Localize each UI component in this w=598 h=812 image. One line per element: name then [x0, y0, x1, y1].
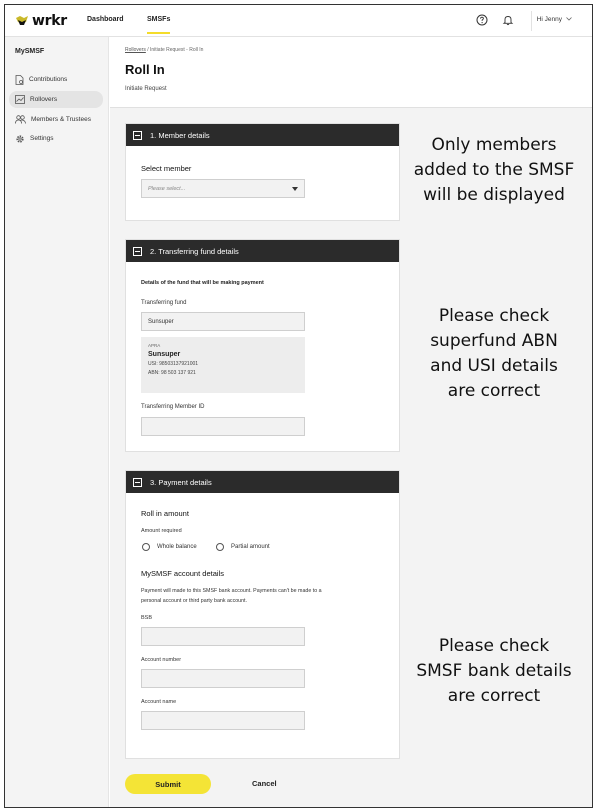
- sidebar-item-label: Members & Trustees: [31, 116, 91, 123]
- user-menu[interactable]: [537, 16, 572, 23]
- breadcrumb: [125, 47, 203, 53]
- account-number-label: Account number: [141, 657, 182, 663]
- chart-icon: [15, 95, 25, 104]
- member-details-section: [125, 123, 400, 221]
- callout-line: are correct: [447, 381, 541, 401]
- breadcrumb-current: Initiate Request - Roll In: [150, 47, 204, 53]
- logo-mark-icon: [15, 15, 29, 27]
- account-note-line-1: Payment will made to this SMSF bank account. Payments can't be made to a: [141, 588, 322, 594]
- section-header[interactable]: [126, 471, 399, 493]
- top-bar: [5, 5, 592, 37]
- select-member-label: Select member: [141, 164, 192, 173]
- bsb-label: BSB: [141, 615, 153, 621]
- radio-partial-amount[interactable]: [216, 543, 270, 551]
- radio-circle[interactable]: [216, 543, 224, 551]
- gear-icon: [15, 134, 25, 144]
- bsb-input[interactable]: [141, 627, 305, 646]
- callout-member-note: [404, 133, 584, 208]
- fund-abn: ABN: 98 503 137 921: [148, 370, 196, 376]
- transferring-fund-label: Transferring fund: [141, 300, 187, 306]
- payment-details-section: [125, 470, 400, 759]
- callout-line: added to the SMSF: [413, 160, 575, 180]
- section-title: 3. Payment details: [150, 477, 212, 487]
- section-header[interactable]: [126, 240, 399, 262]
- sidebar-item-label: Rollovers: [30, 96, 58, 103]
- screenshot-frame: [4, 4, 593, 808]
- account-details-heading: MySMSF account details: [141, 569, 224, 578]
- account-name-label: Account name: [141, 699, 177, 705]
- sidebar-item-rollovers[interactable]: [9, 91, 103, 108]
- radio-label: Partial amount: [231, 544, 270, 550]
- amount-required-label: Amount required: [141, 528, 182, 534]
- collapse-icon[interactable]: [133, 131, 142, 140]
- collapse-icon[interactable]: [133, 247, 142, 256]
- file-icon: [15, 75, 24, 85]
- sidebar-item-settings[interactable]: [9, 130, 103, 147]
- select-placeholder: Please select...: [148, 185, 186, 192]
- breadcrumb-link-rollovers[interactable]: Rollovers: [125, 47, 146, 53]
- callout-line: will be displayed: [423, 185, 565, 205]
- member-id-input[interactable]: [141, 417, 305, 436]
- sidebar-item-label: Contributions: [29, 76, 68, 83]
- account-name-input[interactable]: [141, 711, 305, 730]
- callout-line: are correct: [447, 686, 541, 706]
- bell-icon[interactable]: [502, 13, 514, 25]
- user-greeting: Hi Jenny: [536, 16, 562, 23]
- nav-smsfs[interactable]: SMSFs: [147, 16, 171, 23]
- fund-regulator-tag: APRA: [148, 343, 161, 348]
- transferring-fund-section: [125, 239, 400, 452]
- fund-info-box: [141, 337, 305, 393]
- radio-circle[interactable]: [142, 543, 150, 551]
- callout-bank-note: [404, 634, 584, 709]
- fund-intro-text: Details of the fund that will be making payment: [141, 280, 264, 286]
- header-divider: [531, 11, 532, 31]
- chevron-down-icon: [566, 16, 572, 23]
- transferring-fund-field[interactable]: [141, 312, 305, 331]
- sidebar: [5, 37, 109, 808]
- callout-fund-note: [404, 304, 584, 404]
- fund-info-name: Sunsuper: [148, 351, 181, 358]
- callout-line: superfund ABN: [430, 331, 558, 351]
- sidebar-item-contributions[interactable]: [9, 71, 103, 88]
- account-note-line-2: personal account or third party bank account.: [141, 598, 247, 604]
- callout-line: Please check: [438, 636, 550, 656]
- sidebar-item-label: Settings: [30, 135, 54, 142]
- member-select[interactable]: [141, 179, 305, 198]
- help-icon[interactable]: [476, 13, 488, 25]
- collapse-icon[interactable]: [133, 478, 142, 487]
- sidebar-title: MySMSF: [15, 48, 45, 55]
- caret-down-icon: [292, 187, 298, 191]
- callout-line: Please check: [438, 306, 550, 326]
- transferring-fund-value: Sunsuper: [148, 318, 174, 325]
- page-title: Roll In: [125, 62, 165, 77]
- breadcrumb-separator: /: [147, 47, 149, 53]
- section-header[interactable]: [126, 124, 399, 146]
- callout-line: SMSF bank details: [416, 661, 572, 681]
- submit-button[interactable]: Submit: [125, 774, 211, 794]
- section-title: 1. Member details: [150, 130, 210, 140]
- member-id-label: Transferring Member ID: [141, 404, 205, 410]
- logo-text: wrkr: [32, 13, 67, 29]
- wrkr-logo[interactable]: [15, 13, 67, 29]
- nav-dashboard[interactable]: Dashboard: [87, 16, 124, 23]
- cancel-button[interactable]: Cancel: [252, 779, 277, 788]
- callout-line: and USI details: [430, 356, 558, 376]
- roll-in-heading: Roll in amount: [141, 509, 189, 518]
- account-number-input[interactable]: [141, 669, 305, 688]
- people-icon: [15, 115, 26, 124]
- page-subtitle: Initiate Request: [125, 86, 167, 92]
- section-title: 2. Transferring fund details: [150, 246, 239, 256]
- radio-label: Whole balance: [157, 544, 197, 550]
- radio-whole-balance[interactable]: [142, 543, 197, 551]
- callout-line: Only members: [431, 135, 557, 155]
- sidebar-item-members-trustees[interactable]: [9, 111, 103, 128]
- fund-usi: USI: 98503137921001: [148, 361, 199, 367]
